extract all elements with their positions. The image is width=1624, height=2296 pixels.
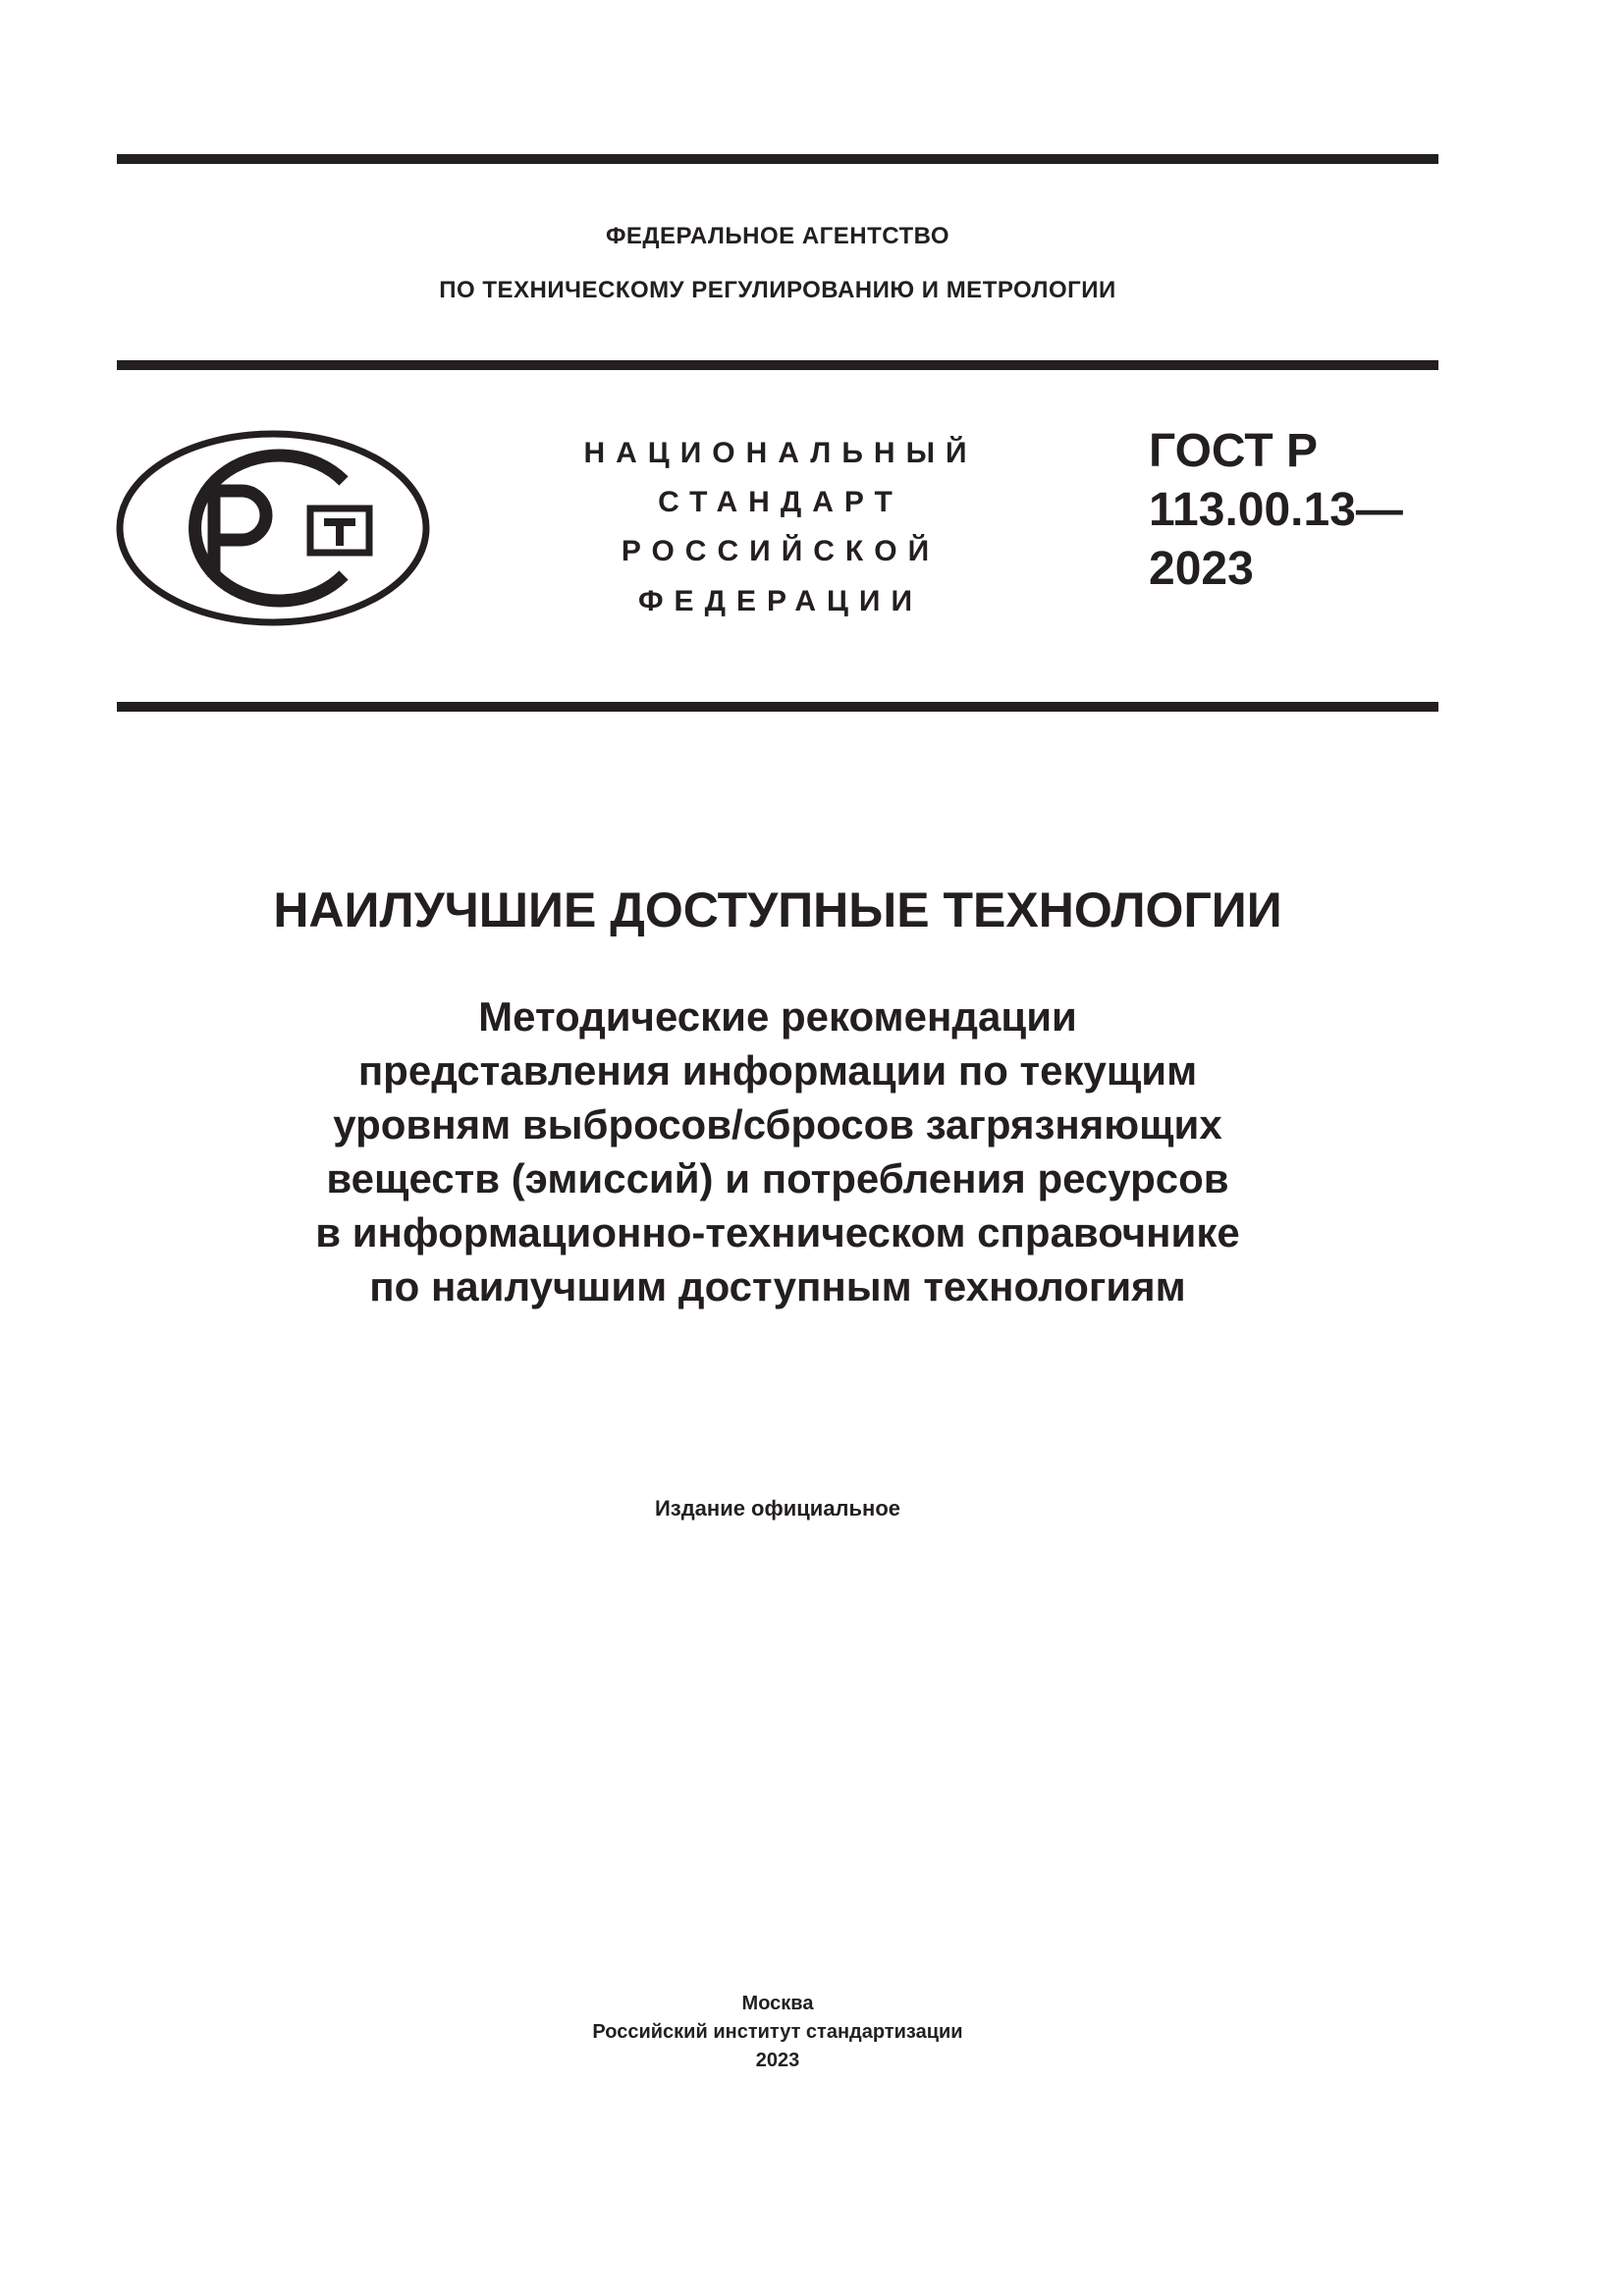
publication-year: 2023 <box>755 2050 800 2071</box>
designation-line: 2023 <box>1149 543 1254 595</box>
subtitle-line: по наилучшим доступным технологиям <box>369 1263 1186 1309</box>
edition-note: Издание официальное <box>654 1496 901 1521</box>
subtitle-line: уровням выбросов/сбросов загрязняющих <box>333 1101 1222 1148</box>
middle-rule <box>117 360 1438 370</box>
national-standard-line: ФЕДЕРАЦИИ <box>637 585 924 617</box>
designation-line: 113.00.13— <box>1149 484 1403 536</box>
subtitle-line: в информационно-техническом справочнике <box>315 1209 1240 1255</box>
document-subtitle <box>117 989 1438 1313</box>
national-standard-line: НАЦИОНАЛЬНЫЙ <box>583 437 978 469</box>
publisher-city: Москва <box>741 1993 814 2014</box>
top-rule <box>117 154 1438 164</box>
publisher-institute: Российский институт стандартизации <box>592 2021 963 2043</box>
standard-designation <box>1149 422 1403 599</box>
designation-line: ГОСТ Р <box>1149 425 1319 477</box>
document-title: НАИЛУЧШИЕ ДОСТУПНЫЕ ТЕХНОЛОГИИ <box>273 882 1282 937</box>
agency-name-line1: ФЕДЕРАЛЬНОЕ АГЕНТСТВО <box>605 223 950 249</box>
national-standard-line: СТАНДАРТ <box>658 486 903 518</box>
subtitle-line: веществ (эмиссий) и потребления ресурсов <box>326 1155 1229 1201</box>
national-standard-line: РОССИЙСКОЙ <box>621 535 941 567</box>
bottom-rule <box>117 702 1438 712</box>
subtitle-line: Методические рекомендации <box>478 993 1077 1040</box>
agency-name-line2: ПО ТЕХНИЧЕСКОМУ РЕГУЛИРОВАНИЮ И МЕТРОЛОГИИ <box>439 277 1116 303</box>
rst-conformity-mark-icon <box>116 430 430 626</box>
publisher-block <box>117 1990 1438 2075</box>
subtitle-line: представления информации по текущим <box>357 1047 1198 1094</box>
